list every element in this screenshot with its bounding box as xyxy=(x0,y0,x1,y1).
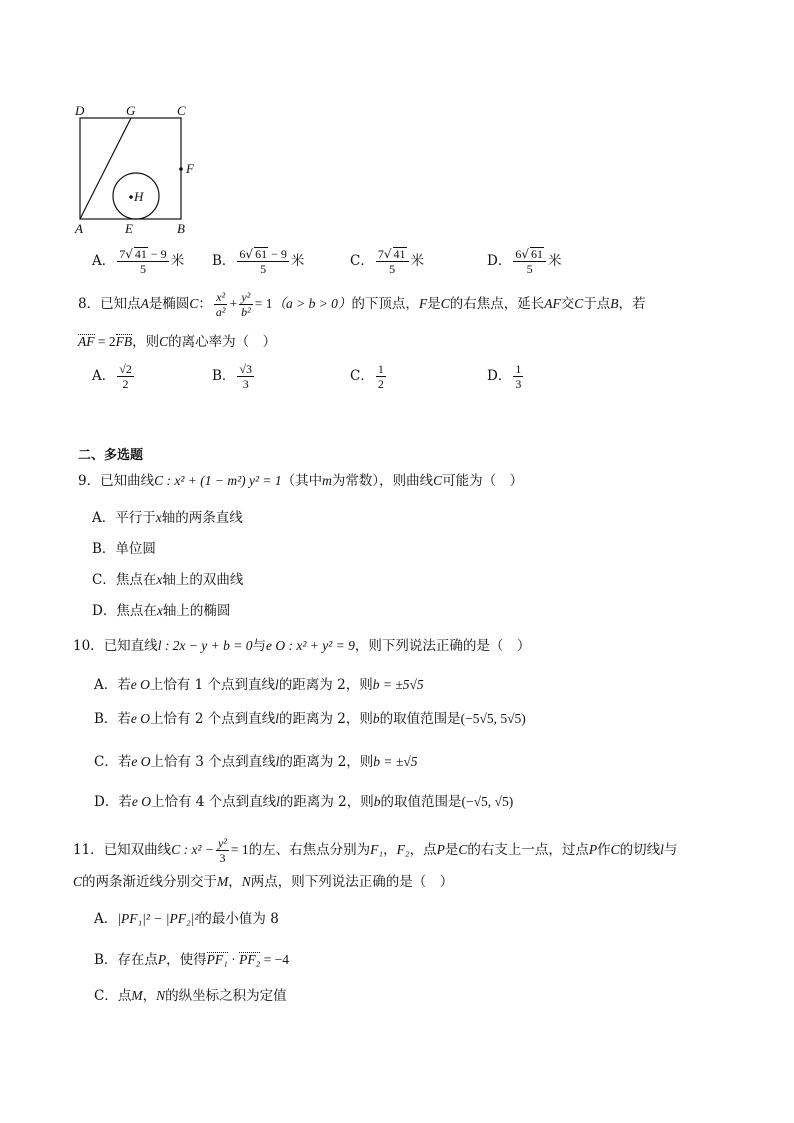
segment-ag xyxy=(80,118,131,219)
vector-pf1: PF₁ xyxy=(206,952,228,967)
q7-option-d[interactable] xyxy=(487,247,561,276)
ellipse-x-term: $\frac{\text{x²}}{\text{a²}}$ xyxy=(215,290,226,319)
q11-stem-line2: C的两条渐近线分别交于M，N两点，则下列说法正确的是（ ） xyxy=(73,874,454,890)
q10-option-c[interactable]: C．若e O上恰有 3 个点到直线l的距离为 2，则b = ±√5 xyxy=(94,754,418,770)
q8-option-b[interactable]: B． $\frac{√3}{3}$ xyxy=(212,362,253,391)
q10-option-d[interactable]: D．若e O上恰有 4 个点到直线l的距离为 2，则b的取值范围是(−√5, √5) xyxy=(94,794,514,810)
section-heading: 二、多选题 xyxy=(78,448,144,463)
q10-option-b[interactable]: B．若e O上恰有 2 个点到直线l的距离为 2，则b的取值范围是(−5√5, 5√5) xyxy=(94,711,526,727)
q10-option-a[interactable]: A．若e O上恰有 1 个点到直线l的距离为 2，则b = ±5√5 xyxy=(94,677,424,693)
q9-option-c[interactable]: C．焦点在x轴上的双曲线 xyxy=(92,572,244,588)
q8-option-c[interactable]: C． $\frac{1}{2}$ xyxy=(350,362,384,391)
label-b: B xyxy=(177,221,185,236)
q9-option-a[interactable]: A．平行于x轴的两条直线 xyxy=(92,510,243,526)
q9-stem: 9．已知曲线C : x² + (1 − m²) y² = 1（其中m为常数），则曲线C可能为（ ） xyxy=(78,473,524,489)
q7-option-a[interactable] xyxy=(92,247,184,276)
geometry-figure xyxy=(70,100,200,235)
q8-stem-line1: 8．已知点A是椭圆C： $\frac{\text{x²}}{\text{a²}}$ + $\frac{\text{y²}}{\text{b²}}$ = 1（a > b > 0）的下顶点，F是C的右焦点，延长AF交C于点B，若 xyxy=(78,290,646,319)
q7-option-b[interactable] xyxy=(212,247,304,276)
q8-option-a[interactable]: A． $\frac{√2}{2}$ xyxy=(92,362,132,391)
q11-option-b[interactable]: B．存在点P，使得PF₁ · PF₂ = −4 xyxy=(94,952,290,968)
unit: 米 xyxy=(170,253,185,269)
label-a: A xyxy=(75,221,83,236)
option-letter: D． xyxy=(487,253,512,269)
fraction: $\frac{7√ 41}{5}$ xyxy=(376,247,409,276)
hyperbola-y-term: $\frac{\text{y²}}{3}$ xyxy=(217,836,227,865)
label-f: F xyxy=(186,161,194,176)
option-letter: B． xyxy=(212,253,236,269)
q9-option-d[interactable]: D．焦点在x轴上的椭圆 xyxy=(92,603,231,619)
q11-option-a[interactable]: A．|PF₁|² − |PF₂|²的最小值为 8 xyxy=(94,911,279,927)
option-letter: A． xyxy=(92,253,116,269)
q8-option-d[interactable]: D． $\frac{1}{3}$ xyxy=(487,362,522,391)
fraction: $\frac{7√ 41 - 9}{5}$ xyxy=(119,247,167,276)
ellipse-y-term: $\frac{\text{y²}}{\text{b²}}$ xyxy=(241,290,251,319)
fraction: $\frac{6√ 61}{5}$ xyxy=(513,247,546,276)
q11-option-c[interactable]: C．点M，N的纵坐标之积为定值 xyxy=(94,988,287,1004)
point-h xyxy=(129,195,133,199)
vector-fb: FB xyxy=(115,334,133,349)
label-g: G xyxy=(126,103,136,118)
label-e: E xyxy=(125,221,133,236)
q11-stem-line1: 11．已知双曲线C : x² − $\frac{\text{y²}}{3}$ = 1的左、右焦点分别为F₁，F₂，点P是C的右支上一点，过点P作C的切线l与 xyxy=(73,836,678,865)
point-f xyxy=(179,167,183,171)
q8-stem-line2: AF = 2FB，则C的离心率为（ ） xyxy=(78,334,277,350)
unit: 米 xyxy=(290,253,305,269)
fraction: $\frac{6√ 61 - 9}{5}$ xyxy=(239,247,287,276)
option-letter: C． xyxy=(350,253,374,269)
label-c: C xyxy=(177,103,186,118)
unit: 米 xyxy=(547,253,562,269)
label-h: H xyxy=(134,189,144,204)
q9-option-b[interactable]: B．单位圆 xyxy=(92,541,156,557)
q10-stem: 10．已知直线l : 2x − y + b = 0与e O : x² + y² = 9，则下列说法正确的是（ ） xyxy=(73,638,531,654)
vector-af: AF xyxy=(78,334,95,349)
vector-pf2: PF₂ xyxy=(239,952,261,967)
unit: 米 xyxy=(410,253,424,269)
square-abcd xyxy=(80,118,181,219)
label-d: D xyxy=(75,103,85,118)
q7-option-c[interactable] xyxy=(350,247,424,276)
